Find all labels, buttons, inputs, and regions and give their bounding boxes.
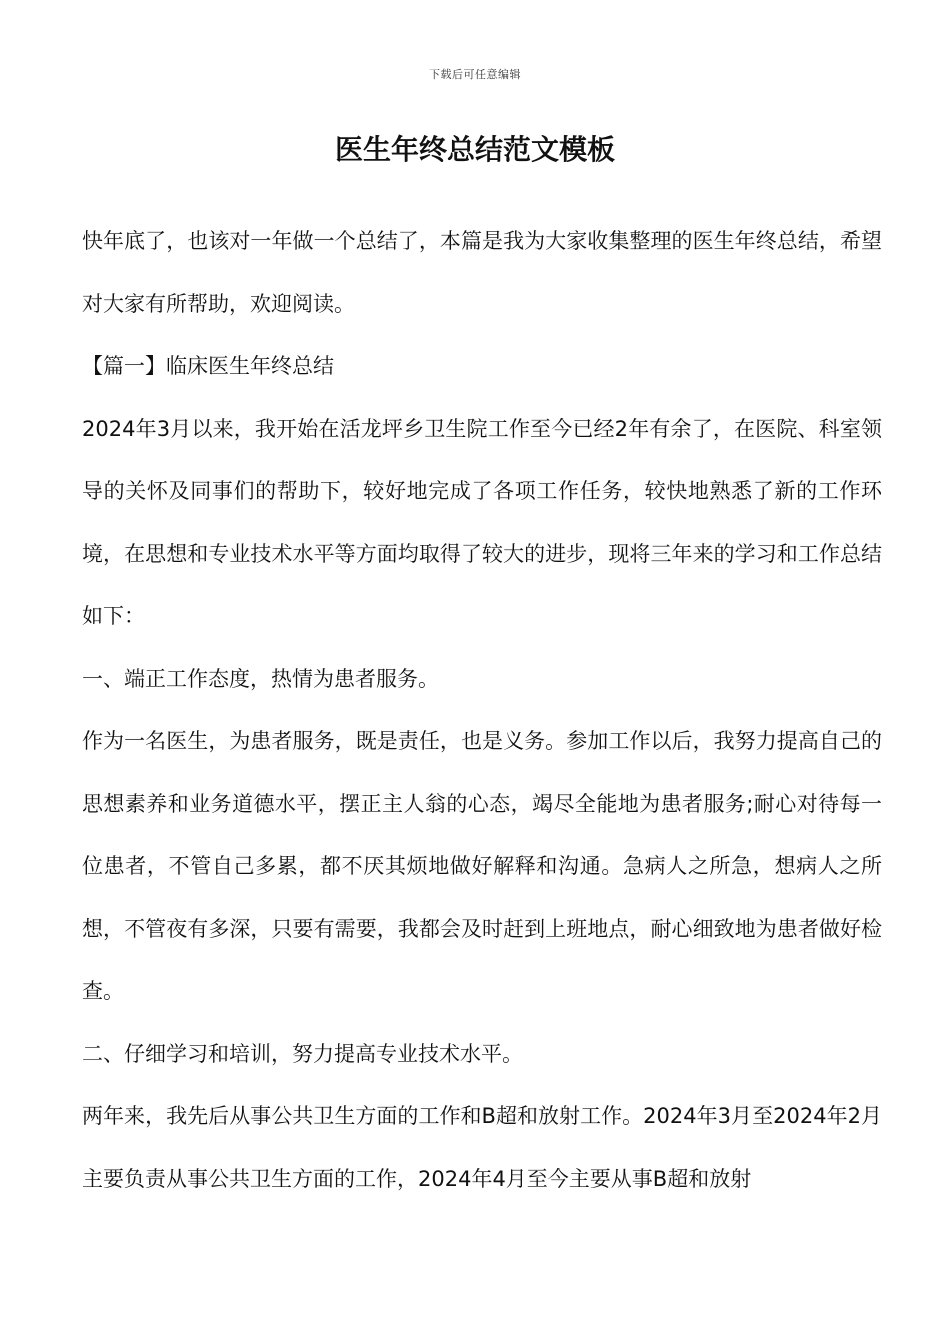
subheading-training: 二、仔细学习和培训，努力提高专业技术水平。 xyxy=(82,1041,523,1066)
section-heading: 【篇一】临床医生年终总结 xyxy=(82,354,334,378)
paragraph-training: 两年来，我先后从事公共卫生方面的工作和B超和放射工作。2024年3月至2024年2月主要负责从事公共卫生方面的工作，2024年4月至今主要从事B超和放射 xyxy=(82,1104,882,1191)
subheading-attitude: 一、端正工作态度，热情为患者服务。 xyxy=(82,666,439,691)
paragraph-attitude: 作为一名医生，为患者服务，既是责任，也是义务。参加工作以后，我努力提高自己的思想素养和业务道德水平，摆正主人翁的心态，竭尽全能地为患者服务;耐心对待每一位患者，不管自己多累，都不厌其烦地做好解释和沟通。急病人之所急，想病人之所想，不管夜有多深，只要有需要，我都会及时赶到上班地点，耐心细致地为患者做好检查。 xyxy=(82,729,882,1003)
paragraph-background: 2024年3月以来，我开始在活龙坪乡卫生院工作至今已经2年有余了，在医院、科室领导的关怀及同事们的帮助下，较好地完成了各项工作任务，较快地熟悉了新的工作环境，在思想和专业技术水平等方面均取得了较大的进步，现将三年来的学习和工作总结如下： xyxy=(82,416,882,628)
header-note: 下载后可任意编辑 xyxy=(429,68,521,81)
paragraph-intro: 快年底了，也该对一年做一个总结了，本篇是我为大家收集整理的医生年终总结，希望对大家有所帮助，欢迎阅读。 xyxy=(82,229,882,316)
document-title: 医生年终总结范文模板 xyxy=(334,133,615,166)
document-body xyxy=(82,210,882,1210)
